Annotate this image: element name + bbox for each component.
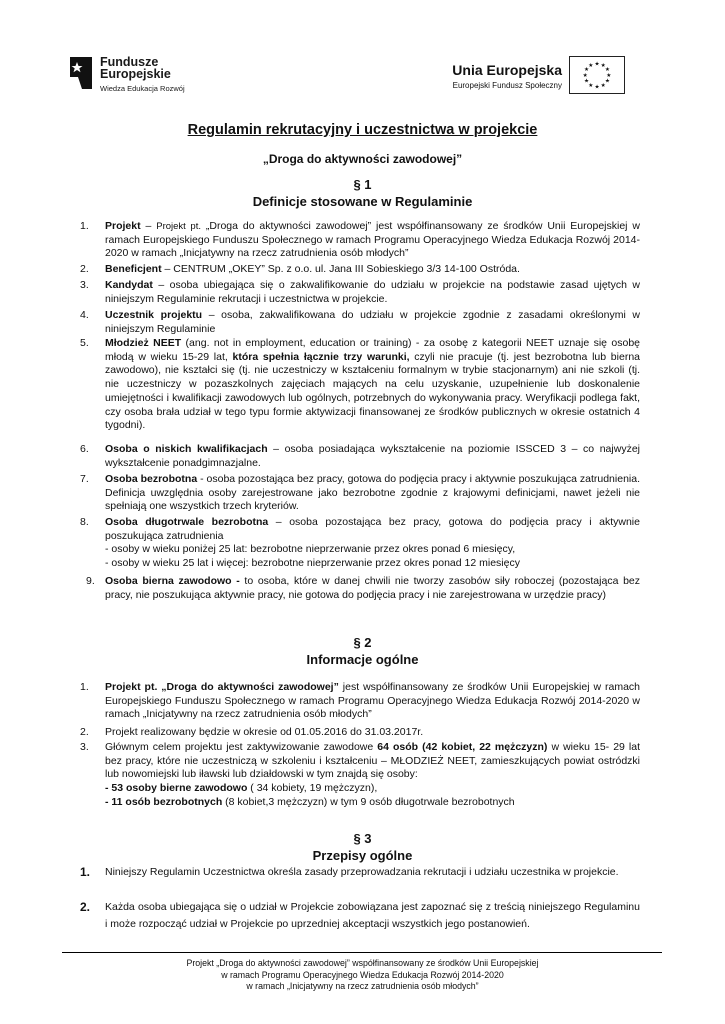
list-item: 9. Osoba bierna zawodowo - to osoba, które w danej chwili nie tworzy zasobów siły roboczej (pozostająca bez pracy, nie poszukująca aktywnie pracy, nie gotowa do podjęcia pracy i nie zarejestrowana w urzędzie pracy) — [86, 575, 640, 601]
svg-text:★: ★ — [606, 72, 612, 79]
section-number: § 1 — [353, 177, 372, 192]
list-item: 8. Osoba długotrwale bezrobotna – osoba pozostająca bez pracy, gotowa do podjęcia pracy i aktywnie poszukująca zatrudnienia - osoby w wieku poniżej 25 lat: bezrobotne nieprzerwanie przez okres ponad 6 miesięcy, - osoby w wieku 25 lat i więcej: bezrobotne nieprzerwanie przez okres ponad 12 miesięcy — [80, 516, 640, 570]
fe-star-icon — [68, 55, 94, 91]
fe-logo-subtitle: Wiedza Edukacja Rozwój — [100, 84, 185, 93]
ue-logo-subtitle: Europejski Fundusz Społeczny — [452, 81, 562, 90]
section-heading: Definicje stosowane w Regulaminie — [252, 194, 473, 209]
list-item: 4. Uczestnik projektu – osoba, zakwalifikowana do udziału w projekcie zgodnie z zasadami określonymi w niniejszym Regulaminie — [80, 309, 640, 335]
footer-divider — [62, 952, 662, 953]
svg-text:★: ★ — [584, 78, 590, 85]
svg-text:★: ★ — [594, 84, 600, 91]
svg-text:★: ★ — [600, 82, 606, 89]
svg-text:★: ★ — [600, 62, 606, 69]
fundusze-europejskie-logo — [68, 55, 198, 97]
fe-logo-title: Fundusze Europejskie — [100, 55, 171, 81]
eu-flag-icon — [569, 56, 625, 94]
svg-text:★: ★ — [588, 82, 594, 89]
section-number: § 3 — [353, 831, 372, 846]
svg-text:★: ★ — [582, 72, 588, 79]
list-item: 2. Beneficjent – CENTRUM „OKEY” Sp. z o.o. ul. Jana III Sobieskiego 3/3 14-100 Ostróda. — [80, 263, 520, 275]
list-item: 2. Projekt realizowany będzie w okresie od 01.05.2016 do 31.03.2017r. — [80, 726, 424, 738]
section-1-header — [0, 176, 725, 210]
list-item: 6. Osoba o niskich kwalifikacjach – osoba posiadająca wykształcenie na poziomie ISSCED 3 – co najwyżej wykształcenie ponadgimnazjalne. — [80, 443, 640, 469]
svg-text:★: ★ — [588, 62, 594, 69]
list-item: 1. Projekt – Projekt pt. „Droga do aktywności zawodowej” jest współfinansowany ze środków Unii Europejskiej w ramach Europejskiego Funduszu Społecznego w ramach Programu Operacyjnego Wiedza Edukacja Rozwój 2014-2020 w ramach „Inicjatywny na rzecz zatrudnienia osób młodych” — [80, 220, 640, 260]
ue-logo-title: Unia Europejska — [452, 62, 562, 78]
project-name: „Droga do aktywności zawodowej” — [262, 152, 463, 166]
list-item: 7. Osoba bezrobotna - osoba pozostająca bez pracy, gotowa do podjęcia pracy i aktywnie poszukująca zatrudnienia. Definicja uwzględnia osoby zarejestrowane jako bezrobotne zgodnie z krajowymi definicjami, nawet jeżeli nie spełniają one wszystkich trzech kryteriów. — [80, 473, 641, 513]
list-item: 5. Młodzież NEET (ang. not in employment, education or training) - za osobę z kategorii NEET uznaje się osobę młodą w wieku 15-29 lat, która spełnia łącznie trzy warunki, czyli nie pracuje (tj. jest bezrobotna lub bierna zawodowo), nie kształci się (tj. nie uczestniczy w kształceniu formalnym w trybie stacjonarnym) ani nie szkoli (tj. nie uczestniczy w pozaszkolnych zajęciach mających na celu uzyskanie, uzupełnienie lub doskonalenie umiejętności i kwalifikacji zawodowych lub ogólnych, potrzebnych do wykonywania pracy. Weryfikacji podlega fakt, czy osoba brała udział w tego typu formie aktywizacji finansowanej ze środków publicznych w okresie ostatnich 4 tygodni). — [80, 337, 641, 432]
section-heading: Przepisy ogólne — [312, 848, 413, 863]
section-heading: Informacje ogólne — [306, 652, 419, 667]
list-item: 1. Projekt pt. „Droga do aktywności zawodowej” jest współfinansowany ze środków Unii Europejskiej w ramach Europejskiego Funduszu Społecznego w ramach Programu Operacyjnego Wiedza Edukacja Rozwój 2014-2020 w ramach „Inicjatywny na rzecz zatrudnienia osób młodych” — [80, 681, 641, 721]
list-item: 3. Głównym celem projektu jest zaktywizowanie zawodowe 64 osób (42 kobiet, 22 mężczyzn) w wieku 15- 29 lat bez pracy, które nie uczestniczą w szkoleniu i kształceniu – MŁODZIEŻ NEET, zamieszkujących powiat ostródzki lub nowomiejski lub iławski lub działdowski w tym znajdą się osoby: - 53 osoby bierne zawodowo ( 34 kobiety, 19 mężczyzn), - 11 osób bezrobotnych (8 kobiet,3 mężczyzn) w tym 9 osób długotrwale bezrobotnych — [80, 741, 641, 808]
svg-text:★: ★ — [604, 78, 610, 85]
section-3-header — [0, 830, 725, 864]
document-title: Regulamin rekrutacyjny i uczestnictwa w projekcie — [187, 122, 538, 138]
list-item: 1. Niniejszy Regulamin Uczestnictwa określa zasady przeprowadzania rekrutacji i udziału uczestnika w projekcie. — [80, 865, 619, 879]
list-item: 2. Każda osoba ubiegająca się o udział w Projekcie zobowiązana jest zapoznać się z treścią niniejszego Regulaminu i może rozpocząć udział w Projekcie po uprzedniej akceptacji wszystkich jego postanowień. — [80, 900, 640, 930]
list-item: 3. Kandydat – osoba ubiegająca się o zakwalifikowanie do udziału w projekcie na podstawie zasad ujętych w niniejszym Regulaminie rekrutacji i uczestnictwa w projekcie. — [80, 279, 640, 305]
unia-europejska-logo — [430, 56, 630, 96]
section-number: § 2 — [353, 635, 372, 650]
page-footer: Projekt „Droga do aktywności zawodowej” współfinansowany ze środków Unii Europejskiej w ramach Programu Operacyjnego Wiedza Edukacja Rozwój 2014-2020 w ramach „Inicjatywny na rzecz zatrudnienia osób młodych” — [186, 958, 539, 991]
section-2-header — [0, 634, 725, 668]
svg-text:★: ★ — [584, 67, 590, 74]
svg-text:★: ★ — [594, 61, 600, 68]
svg-text:★: ★ — [604, 67, 610, 74]
